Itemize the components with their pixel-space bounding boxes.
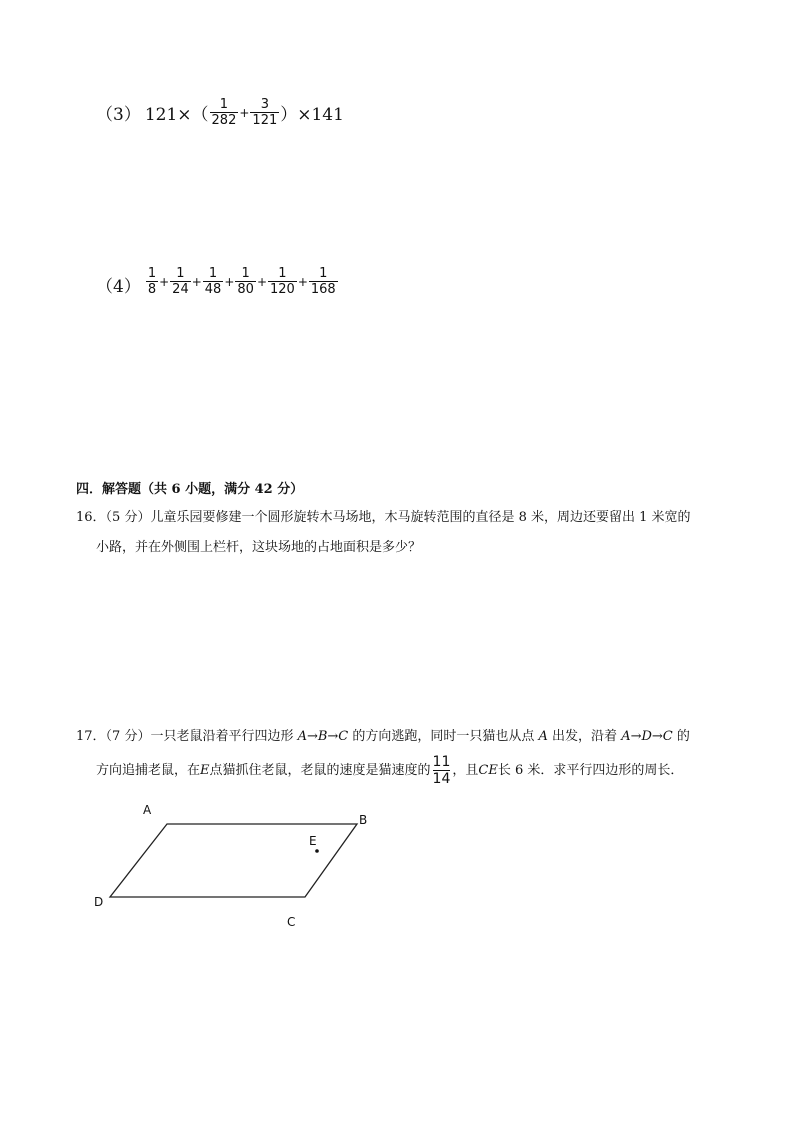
fraction-1-8: $\frac{1}{8}$ (147, 266, 157, 297)
plus-sign: + (224, 274, 235, 289)
vertex-c-label: C (287, 915, 296, 929)
question-16-line-2: 小路，并在外侧围上栏杆，这块场地的占地面积是多少？ (96, 540, 422, 555)
fraction-1-282: $\frac{1}{282}$ (211, 97, 237, 128)
problem-4 (96, 266, 339, 297)
parallelogram-figure (80, 795, 400, 945)
point-a-ref: A (538, 729, 548, 744)
question-17-line-2: 方向追捕老鼠，在 E 点猫抓住老鼠，老鼠的速度是猫速度的 11 14 ，且 CE 长 6 米．求平行四边形的周长． (96, 754, 684, 787)
section-4-title: 四．解答题（共 6 小题，满分 42 分） (76, 482, 304, 497)
path-abc: A→B→C (297, 729, 349, 744)
fraction-1-120: $\frac{1}{120}$ (270, 266, 295, 297)
fraction-3-121: $\frac{3}{121}$ (252, 97, 278, 128)
parallelogram-shape (110, 824, 357, 897)
plus-sign: + (297, 274, 308, 289)
problem-3-label: （3） (96, 105, 141, 125)
problem-3 (96, 97, 344, 128)
plus-sign: + (256, 274, 267, 289)
question-17-line-1: 17．（7 分）一只老鼠沿着平行四边形 A→B→C 的方向逃跑，同时一只猫也从点 A 出发，沿着 A→D→C 的 (76, 729, 690, 744)
fraction-1-168: $\frac{1}{168}$ (310, 266, 336, 297)
vertex-a-label: A (143, 803, 152, 817)
plus-sign: + (239, 105, 250, 120)
fraction-1-48: $\frac{1}{48}$ (204, 266, 222, 297)
point-e-label: E (309, 834, 317, 848)
segment-ce: CE (478, 762, 498, 778)
problem-4-label: （4） (96, 277, 141, 297)
vertex-d-label: D (94, 895, 104, 909)
point-e-ref: E (200, 762, 210, 778)
path-adc: A→D→C (621, 729, 673, 744)
fraction-1-24: $\frac{1}{24}$ (172, 266, 189, 297)
speed-ratio-fraction: 11 14 (432, 754, 451, 787)
plus-sign: + (191, 274, 202, 289)
plus-sign: + (159, 274, 170, 289)
question-16-line-1: 16．（5 分）儿童乐园要修建一个圆形旋转木马场地，木马旋转范围的直径是 8 米，周边还要留出 1 米宽的 (76, 510, 691, 525)
point-e-dot (315, 849, 319, 853)
problem-3-lead: 121×（ (144, 105, 209, 125)
vertex-b-label: B (359, 813, 368, 827)
problem-3-tail: ）×141 (280, 105, 344, 125)
fraction-1-80: $\frac{1}{80}$ (237, 266, 254, 297)
problem-4-fraction-sum (145, 266, 339, 297)
